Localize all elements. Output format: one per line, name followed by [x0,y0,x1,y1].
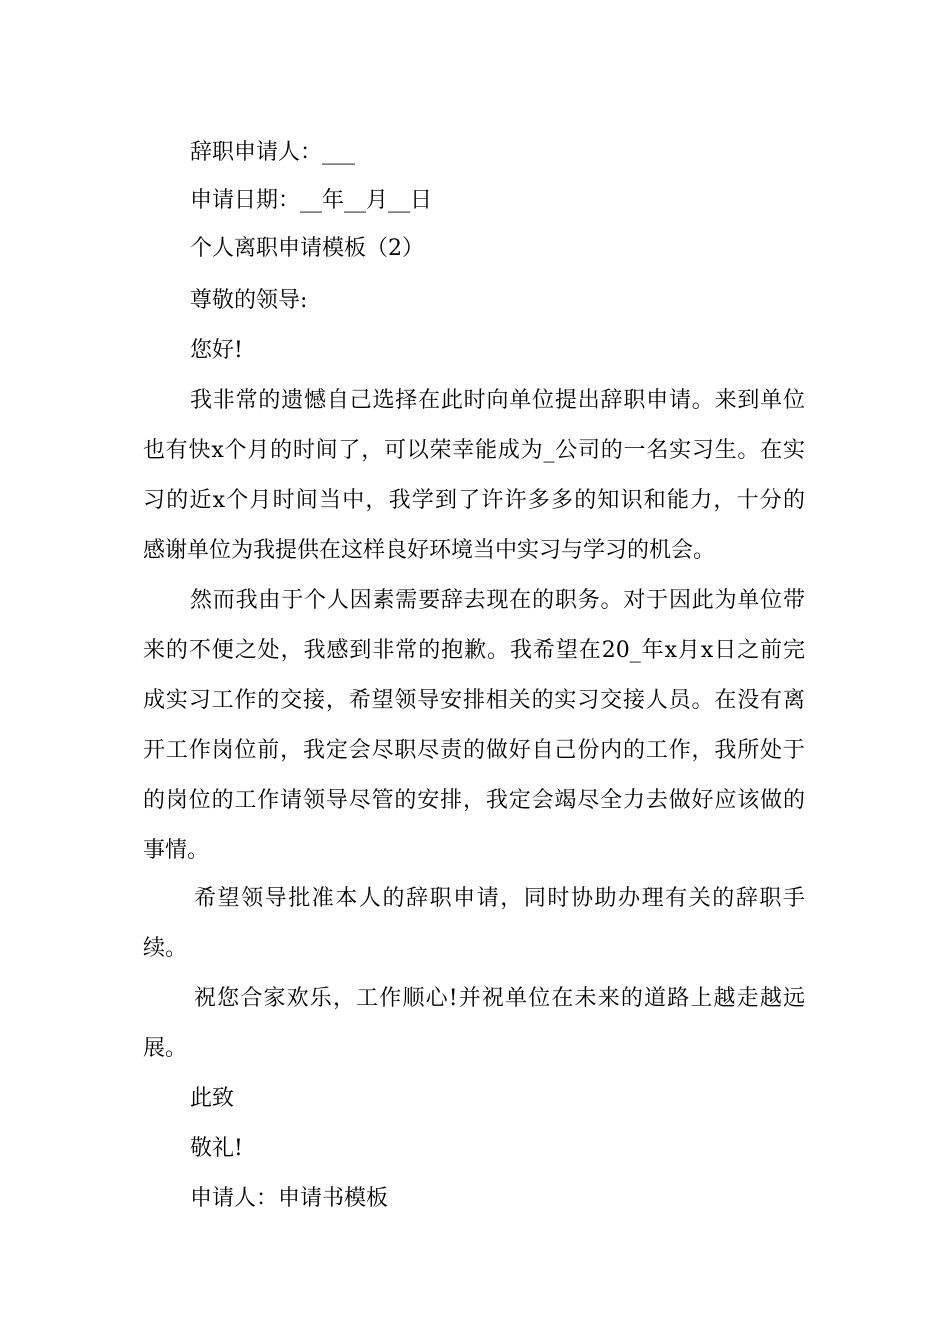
paragraph-line: 事情。 [143,838,210,863]
paragraph-line: 也有快x个月的时间了，可以荣幸能成为_公司的一名实习生。在实 [143,438,805,463]
paragraph-line: 然而我由于个人因素需要辞去现在的职务。对于因此为单位带 [190,588,805,613]
document-title: 个人离职申请模板（2） [190,236,424,261]
paragraph-line: 成实习工作的交接，希望领导安排相关的实习交接人员。在没有离 [143,688,805,713]
paragraph-line: 祝您合家欢乐，工作顺心!并祝单位在未来的道路上越走越远 [194,986,805,1011]
closing-line: 敬礼! [190,1136,243,1161]
paragraph-line: 习的近x个月时间当中，我学到了许许多多的知识和能力，十分的 [143,488,805,513]
paragraph-line: 的岗位的工作请领导尽管的安排，我定会竭尽全力去做好应该做的 [143,788,805,813]
signature-line: 申请人：申请书模板 [190,1186,389,1211]
paragraph-line: 续。 [143,936,188,961]
date-line: 申请日期：__年__月__日 [190,188,433,213]
closing-line: 此致 [190,1086,235,1111]
salutation: 尊敬的领导: [190,288,308,313]
paragraph-line: 感谢单位为我提供在这样良好环境当中实习与学习的机会。 [143,538,716,563]
paragraph-line: 我非常的遗憾自己选择在此时向单位提出辞职申请。来到单位 [190,388,805,413]
greeting: 您好! [190,338,243,363]
paragraph-line: 来的不便之处，我感到非常的抱歉。我希望在20_年x月x日之前完 [143,638,805,663]
paragraph-line: 开工作岗位前，我定会尽职尽责的做好自己份内的工作，我所处于 [143,738,805,763]
applicant-line: 辞职申请人：___ [190,140,356,165]
paragraph-line: 希望领导批准本人的辞职申请，同时协助办理有关的辞职手 [194,886,805,911]
paragraph-line: 展。 [143,1036,188,1061]
